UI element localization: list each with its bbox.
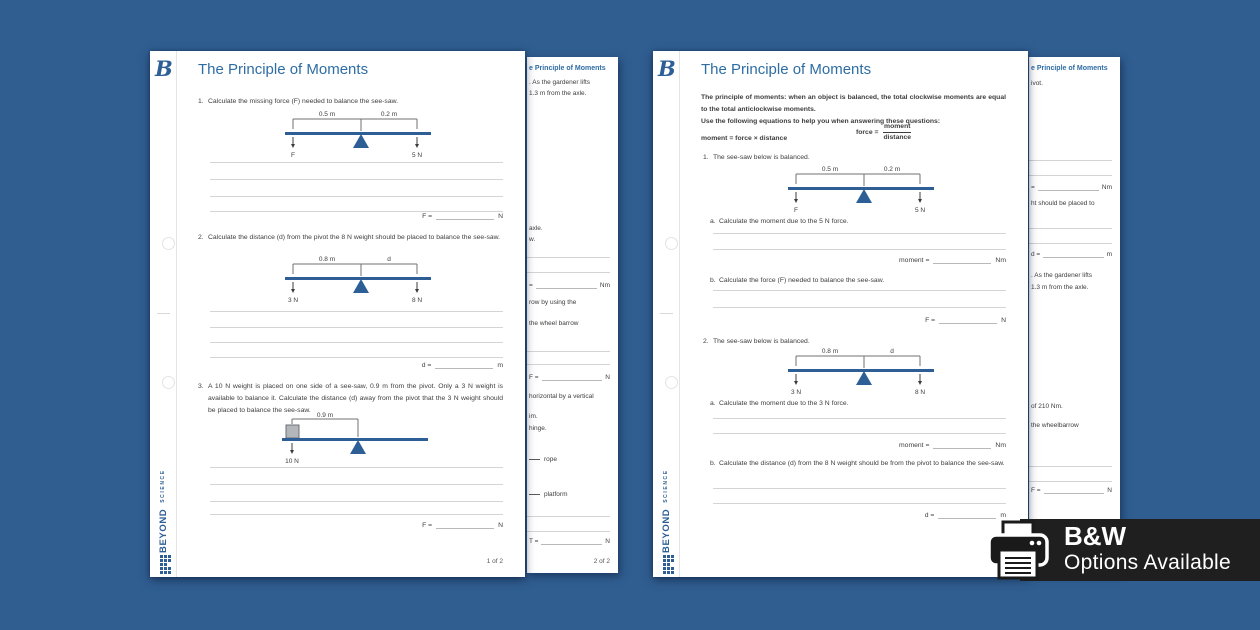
answer-row [422,361,503,369]
beam [285,277,431,280]
answer-blank [436,521,494,529]
question-number: a. [710,400,716,407]
doc2-page2-preview [1029,57,1120,573]
answer-blank [1038,184,1099,191]
page2-title-fragment: e Principle of Moments [529,65,606,72]
answer-row [899,256,1006,264]
beyond-science-wordmark: BEYOND SCIENCE [660,469,672,553]
beam [788,187,934,190]
answer-label: = [529,282,533,289]
answer-line [527,364,610,365]
answer-label: d = [1031,251,1041,258]
leader-line [529,459,540,460]
answer-unit: m [1106,251,1112,258]
answer-row [899,441,1006,449]
answer-blank [536,282,597,289]
answer-row [925,511,1006,519]
answer-blank [1044,487,1105,494]
seesaw-diagram-2 [786,345,936,395]
answer-unit: Nm [995,257,1006,264]
answer-unit: N [605,374,610,381]
distance-label: 0.8 m [821,348,839,355]
equation-force [856,123,911,142]
force-label: F [794,207,798,213]
answer-line [1029,243,1112,244]
text-fragment: . As the gardener lifts [529,79,591,86]
answer-row [422,521,503,529]
force-label: 3 N [287,297,299,303]
distance-label: 0.2 m [380,111,398,118]
answer-label: F = [925,317,936,324]
answer-line [210,311,503,312]
answer-label: = [1031,184,1035,191]
text-fragment: of 210 Nm. [1031,403,1063,410]
fraction-denominator: distance [883,134,912,141]
weight-block [286,425,299,438]
answer-label: d = [421,362,432,369]
answer-label: F = [529,374,539,381]
answer-line [713,290,1006,291]
hole-punch-icon [162,376,175,389]
answer-unit: Nm [599,282,610,289]
distance-label: d [890,348,894,355]
distance-label: 0.5 m [318,111,336,118]
answer-line [210,514,503,515]
text-fragment: . As the gardener lifts [1031,272,1093,279]
answer-unit: m [497,362,503,369]
pivot [353,279,369,293]
answer-unit: N [498,213,503,220]
answer-unit: N [1001,317,1006,324]
page2-title-fragment: e Principle of Moments [1031,65,1108,72]
force-label: 10 N [285,458,299,465]
question-2 [198,232,503,244]
answer-line [713,503,1006,504]
answer-row [529,538,610,545]
answer-line [713,433,1006,434]
answer-line [210,179,503,180]
answer-blank [939,316,997,324]
mini-grid-icon [160,555,172,577]
force-arrow-icon [415,144,419,148]
text-fragment: 1.3 m from the axle. [529,90,587,97]
distance-label: 0.5 m [821,166,839,173]
answer-line [713,307,1006,308]
force-label: 8 N [914,389,926,395]
answer-line [1029,466,1112,467]
answer-line [210,162,503,163]
answer-line [210,501,503,502]
platform-callout [529,491,567,498]
answer-line [1029,160,1112,161]
leader-line [529,494,540,495]
badge-title: B&W [1064,521,1127,551]
equation-label: force = [856,129,879,136]
answer-row [1031,487,1112,494]
worksheet-title: The Principle of Moments [701,61,872,78]
text-fragment: w. [529,236,536,243]
question-text: Calculate the force (F) needed to balance the see-saw. [719,277,885,284]
question-1b [710,275,1006,287]
answer-line [713,488,1006,489]
answer-line [527,257,610,258]
question-number: 1. [198,98,204,105]
fold-mark [660,313,673,314]
instructions-text: Use the following equations to help you when answering these questions: [701,118,941,125]
force-arrow-icon [918,381,922,385]
answer-unit: Nm [995,442,1006,449]
beyond-logo-icon: B [658,56,676,81]
answer-blank [435,361,493,369]
question-2b [710,458,1006,470]
answer-line [210,467,503,468]
force-arrow-icon [794,381,798,385]
worksheet-title: The Principle of Moments [198,61,369,78]
question-text: Calculate the distance (d) from the 8 N weight should be from the pivot to balance the see-saw. [719,460,1005,467]
question-text: Calculate the distance (d) from the pivot the 8 N weight should be placed to balance the see-saw. [208,234,501,241]
beam [788,369,934,372]
question-number: 1. [703,154,709,161]
platform-label: platform [544,491,568,498]
answer-line [1029,481,1112,482]
seesaw-diagram-3 [280,411,430,465]
answer-row [1031,184,1112,191]
answer-label: moment = [899,442,930,449]
force-arrow-icon [415,289,419,293]
force-arrow-icon [291,144,295,148]
answer-blank [436,212,494,220]
text-fragment: im. [529,413,538,420]
fraction-numerator: moment [884,123,911,130]
answer-blank [938,511,996,519]
answer-unit: m [1000,512,1006,519]
answer-blank [542,374,603,381]
question-number: 2. [198,234,204,241]
question-number: 2. [703,338,709,345]
text-fragment: the wheelbarrow [1031,422,1079,429]
pivot [856,371,872,385]
text-fragment: 1.3 m from the axle. [1031,284,1089,291]
intro-paragraph: The principle of moments: when an object is balanced, the total clockwise moments are equal to the total anticlockwise moments. [701,94,1006,113]
answer-unit: Nm [1101,184,1112,191]
force-arrow-icon [290,450,294,454]
answer-blank [933,256,991,264]
question-1 [198,96,503,108]
distance-label: 0.9 m [316,412,334,419]
beam [285,132,431,135]
answer-blank [1043,251,1103,258]
mini-grid-icon [663,555,675,577]
text-fragment: row by using the [529,299,577,306]
question-text: The see-saw below is balanced. [713,154,810,161]
distance-label: d [387,256,391,263]
seesaw-diagram-1 [786,163,936,213]
question-number: b. [710,460,716,467]
answer-label: F = [1031,487,1041,494]
beyond-logo-icon: B [155,56,173,81]
fraction-bar [883,132,911,133]
equation-moment: moment = force × distance [701,135,788,142]
answer-label: d = [924,512,935,519]
answer-unit: N [498,522,503,529]
answer-line [527,516,610,517]
question-text: Calculate the moment due to the 5 N force. [719,218,849,225]
hole-punch-icon [665,376,678,389]
answer-line [713,418,1006,419]
badge-subtitle: Options Available [1064,551,1231,574]
answer-line [527,351,610,352]
answer-line [210,327,503,328]
answer-blank [541,538,602,545]
beam [282,438,428,441]
question-number: a. [710,218,716,225]
bw-options-badge[interactable] [1020,519,1260,581]
answer-row [529,282,610,289]
answer-line [527,272,610,273]
question-text: Calculate the moment due to the 3 N force. [719,400,849,407]
text-fragment: ivot. [1031,80,1043,87]
question-number: 3. [198,383,204,390]
page-number: 1 of 2 [486,558,503,565]
answer-label: F = [422,213,433,220]
force-label: F [291,152,295,158]
force-arrow-icon [794,199,798,203]
pivot [350,440,366,454]
answer-unit: N [1107,487,1112,494]
doc1-page2-preview [527,57,618,573]
force-arrow-icon [291,289,295,293]
answer-line [1029,175,1112,176]
force-label: 5 N [411,152,423,158]
rope-callout [529,456,557,463]
force-label: 5 N [914,207,926,213]
answer-line [1029,228,1112,229]
answer-line [210,196,503,197]
answer-row [529,374,610,381]
doc1-page1-preview [150,51,525,577]
distance-label: 0.8 m [318,256,336,263]
answer-line [210,342,503,343]
distance-label: 0.2 m [883,166,901,173]
answer-line [527,531,610,532]
rope-label: rope [544,456,558,463]
answer-row [1031,251,1112,258]
seesaw-diagram-1 [283,108,433,158]
question-2a [710,398,1006,410]
force-label: 8 N [411,297,423,303]
answer-unit: N [605,538,610,545]
text-fragment: hinge. [529,425,547,432]
doc2-page1-preview [653,51,1028,577]
answer-line [713,249,1006,250]
margin-divider [679,51,680,577]
text-fragment: ht should be placed to [1031,200,1095,207]
page-number: 2 of 2 [593,558,610,565]
answer-line [713,233,1006,234]
answer-row [422,212,503,220]
pivot [353,134,369,148]
answer-row [925,316,1006,324]
seesaw-diagram-2 [283,253,433,303]
answer-label: T = [529,538,539,545]
text-fragment: horizontal by a vertical [529,393,594,400]
question-text: The see-saw below is balanced. [713,338,810,345]
text-fragment: axle. [529,225,543,232]
answer-blank [933,441,991,449]
hole-punch-icon [665,237,678,250]
question-1a [710,216,1006,228]
fraction [883,123,911,142]
answer-label: moment = [899,257,930,264]
question-text: Calculate the missing force (F) needed to balance the see-saw. [208,98,399,105]
hole-punch-icon [162,237,175,250]
beyond-science-wordmark: BEYOND SCIENCE [157,469,169,553]
printer-icon [984,520,1052,582]
question-text: A 10 N weight is placed on one side of a see-saw, 0.9 m from the pivot. Only a 3 N weight is available to balance it. Calculate the distance (d) away from the pivot that the 3 N weight should be placed to balance the see-saw. [208,383,503,414]
margin-divider [176,51,177,577]
answer-line [210,484,503,485]
question-number: b. [710,277,716,284]
fold-mark [157,313,170,314]
answer-line [210,357,503,358]
pivot [856,189,872,203]
text-fragment: the wheel barrow [529,320,579,327]
force-arrow-icon [918,199,922,203]
force-label: 3 N [790,389,802,395]
answer-label: F = [422,522,433,529]
